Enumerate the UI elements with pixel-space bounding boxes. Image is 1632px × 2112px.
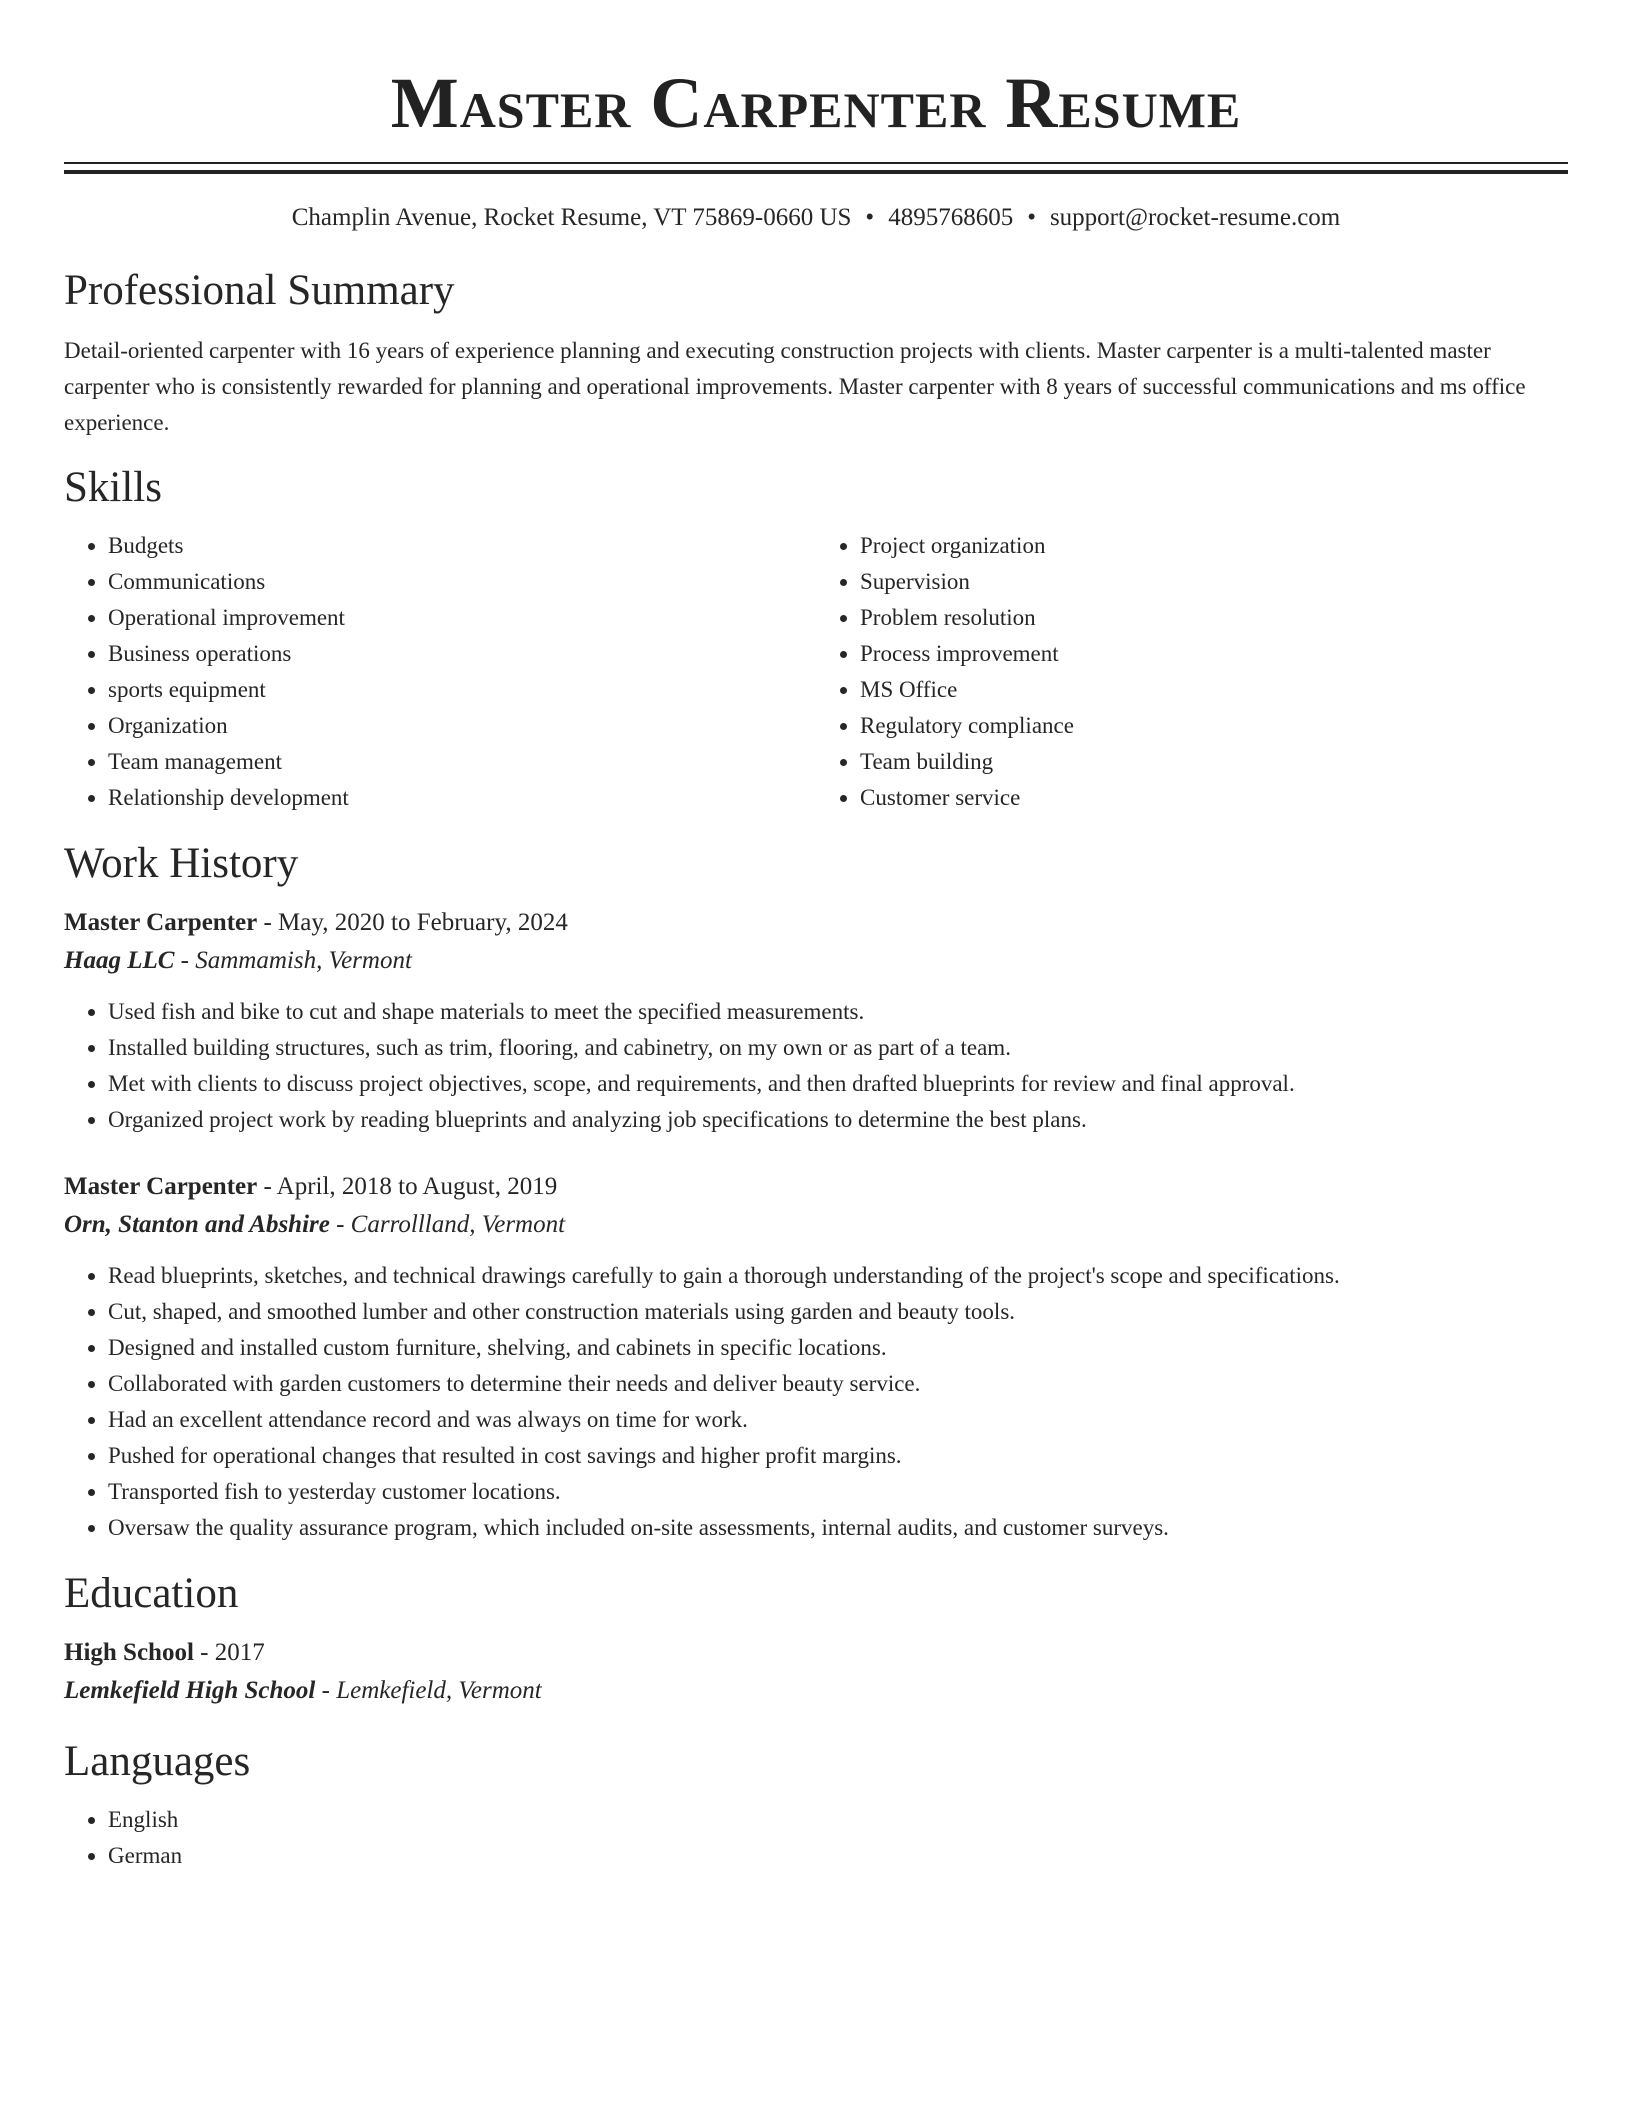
contact-email[interactable]: support@rocket-resume.com: [1049, 204, 1341, 231]
skills-list-left: [64, 528, 816, 816]
contact-separator: •: [1027, 204, 1036, 231]
skill-item: • Budgets: [108, 528, 816, 564]
job-bullet: • Cut, shaped, and smoothed lumber and other construction materials using garden and beauty tools.: [108, 1294, 1568, 1330]
contact-line: [64, 202, 1568, 234]
job-title: Master Carpenter: [64, 909, 258, 936]
skill-item: • Operational improvement: [108, 600, 816, 636]
job-company: Orn, Stanton and Abshire: [64, 1211, 330, 1238]
job-company-line: [64, 1206, 1568, 1244]
job-bullet: • Organized project work by reading blueprints and analyzing job specifications to determine the best plans.: [108, 1102, 1568, 1138]
education-school: Lemkefield High School: [64, 1677, 316, 1704]
skill-item: • Relationship development: [108, 780, 816, 816]
skill-item: • sports equipment: [108, 672, 816, 708]
language-item: • German: [108, 1838, 1568, 1874]
contact-phone: 4895768605: [888, 204, 1014, 231]
skill-item: • Team management: [108, 744, 816, 780]
job-dates: - May, 2020 to February, 2024: [263, 909, 568, 936]
job-bullets: [64, 1258, 1568, 1546]
job-title-line: [64, 1168, 1568, 1206]
skill-item: • Organization: [108, 708, 816, 744]
skill-item: • Business operations: [108, 636, 816, 672]
skill-item: • Team building: [860, 744, 1568, 780]
job-bullet: • Oversaw the quality assurance program, which included on-site assessments, internal audits, and customer surveys.: [108, 1510, 1568, 1546]
education-school-line: [64, 1672, 1568, 1710]
resume-page: [64, 0, 1568, 1874]
skill-item: • Problem resolution: [860, 600, 1568, 636]
skills-columns: [64, 528, 1568, 816]
job-bullet: • Pushed for operational changes that resulted in cost savings and higher profit margins.: [108, 1438, 1568, 1474]
education-degree: High School: [64, 1639, 194, 1666]
job-dates: - April, 2018 to August, 2019: [263, 1173, 558, 1200]
job-location: - Sammamish, Vermont: [180, 947, 412, 974]
job-title-line: [64, 904, 1568, 942]
work-heading: Work History: [64, 840, 299, 887]
job-entry: [64, 904, 1568, 1138]
skill-item: • Customer service: [860, 780, 1568, 816]
job-entry: [64, 1168, 1568, 1546]
job-bullet: • Collaborated with garden customers to determine their needs and deliver beauty service.: [108, 1366, 1568, 1402]
summary-text: Detail-oriented carpenter with 16 years of experience planning and executing construction projects with clients. Master carpenter is a multi-talented master carpenter who is consistently rewarded for planning and operational improvements. Master carpenter with 8 years of successful communications and ms office experience.: [64, 338, 1526, 435]
skill-item: • Project organization: [860, 528, 1568, 564]
job-company-line: [64, 942, 1568, 980]
skill-item: • Process improvement: [860, 636, 1568, 672]
job-bullet: • Used fish and bike to cut and shape materials to meet the specified measurements.: [108, 994, 1568, 1030]
job-bullet: • Installed building structures, such as trim, flooring, and cabinetry, on my own or as part of a team.: [108, 1030, 1568, 1066]
title-rule-thin: [64, 162, 1568, 164]
job-bullet: • Read blueprints, sketches, and technical drawings carefully to gain a thorough understanding of the project's scope and specifications.: [108, 1258, 1568, 1294]
title-rule-thick: [64, 170, 1568, 174]
job-company: Haag LLC: [64, 947, 175, 974]
job-location: - Carrollland, Vermont: [336, 1211, 566, 1238]
language-item: • English: [108, 1802, 1568, 1838]
education-entry: [64, 1634, 1568, 1710]
skills-list-right: [816, 528, 1568, 816]
education-degree-line: [64, 1634, 1568, 1672]
education-year: - 2017: [200, 1639, 265, 1666]
job-bullet: • Met with clients to discuss project objectives, scope, and requirements, and then drafted blueprints for review and final approval.: [108, 1066, 1568, 1102]
education-heading: Education: [64, 1570, 239, 1617]
job-bullet: • Had an excellent attendance record and was always on time for work.: [108, 1402, 1568, 1438]
skill-item: • Supervision: [860, 564, 1568, 600]
contact-separator: •: [865, 204, 875, 231]
resume-title: Master Carpenter Resume: [390, 63, 1242, 143]
job-bullet: • Transported fish to yesterday customer locations.: [108, 1474, 1568, 1510]
skill-item: • Communications: [108, 564, 816, 600]
skills-heading: Skills: [64, 464, 162, 511]
contact-address: Champlin Avenue, Rocket Resume, VT 75869-0660 US: [291, 204, 852, 231]
job-title: Master Carpenter: [64, 1173, 258, 1200]
languages-heading: Languages: [64, 1738, 251, 1785]
job-bullet: • Designed and installed custom furniture, shelving, and cabinets in specific locations.: [108, 1330, 1568, 1366]
summary-heading: Professional Summary: [64, 267, 455, 314]
languages-list: [64, 1802, 1568, 1874]
education-location: - Lemkefield, Vermont: [321, 1677, 542, 1704]
job-bullets: [64, 994, 1568, 1138]
skill-item: • Regulatory compliance: [860, 708, 1568, 744]
skill-item: • MS Office: [860, 672, 1568, 708]
